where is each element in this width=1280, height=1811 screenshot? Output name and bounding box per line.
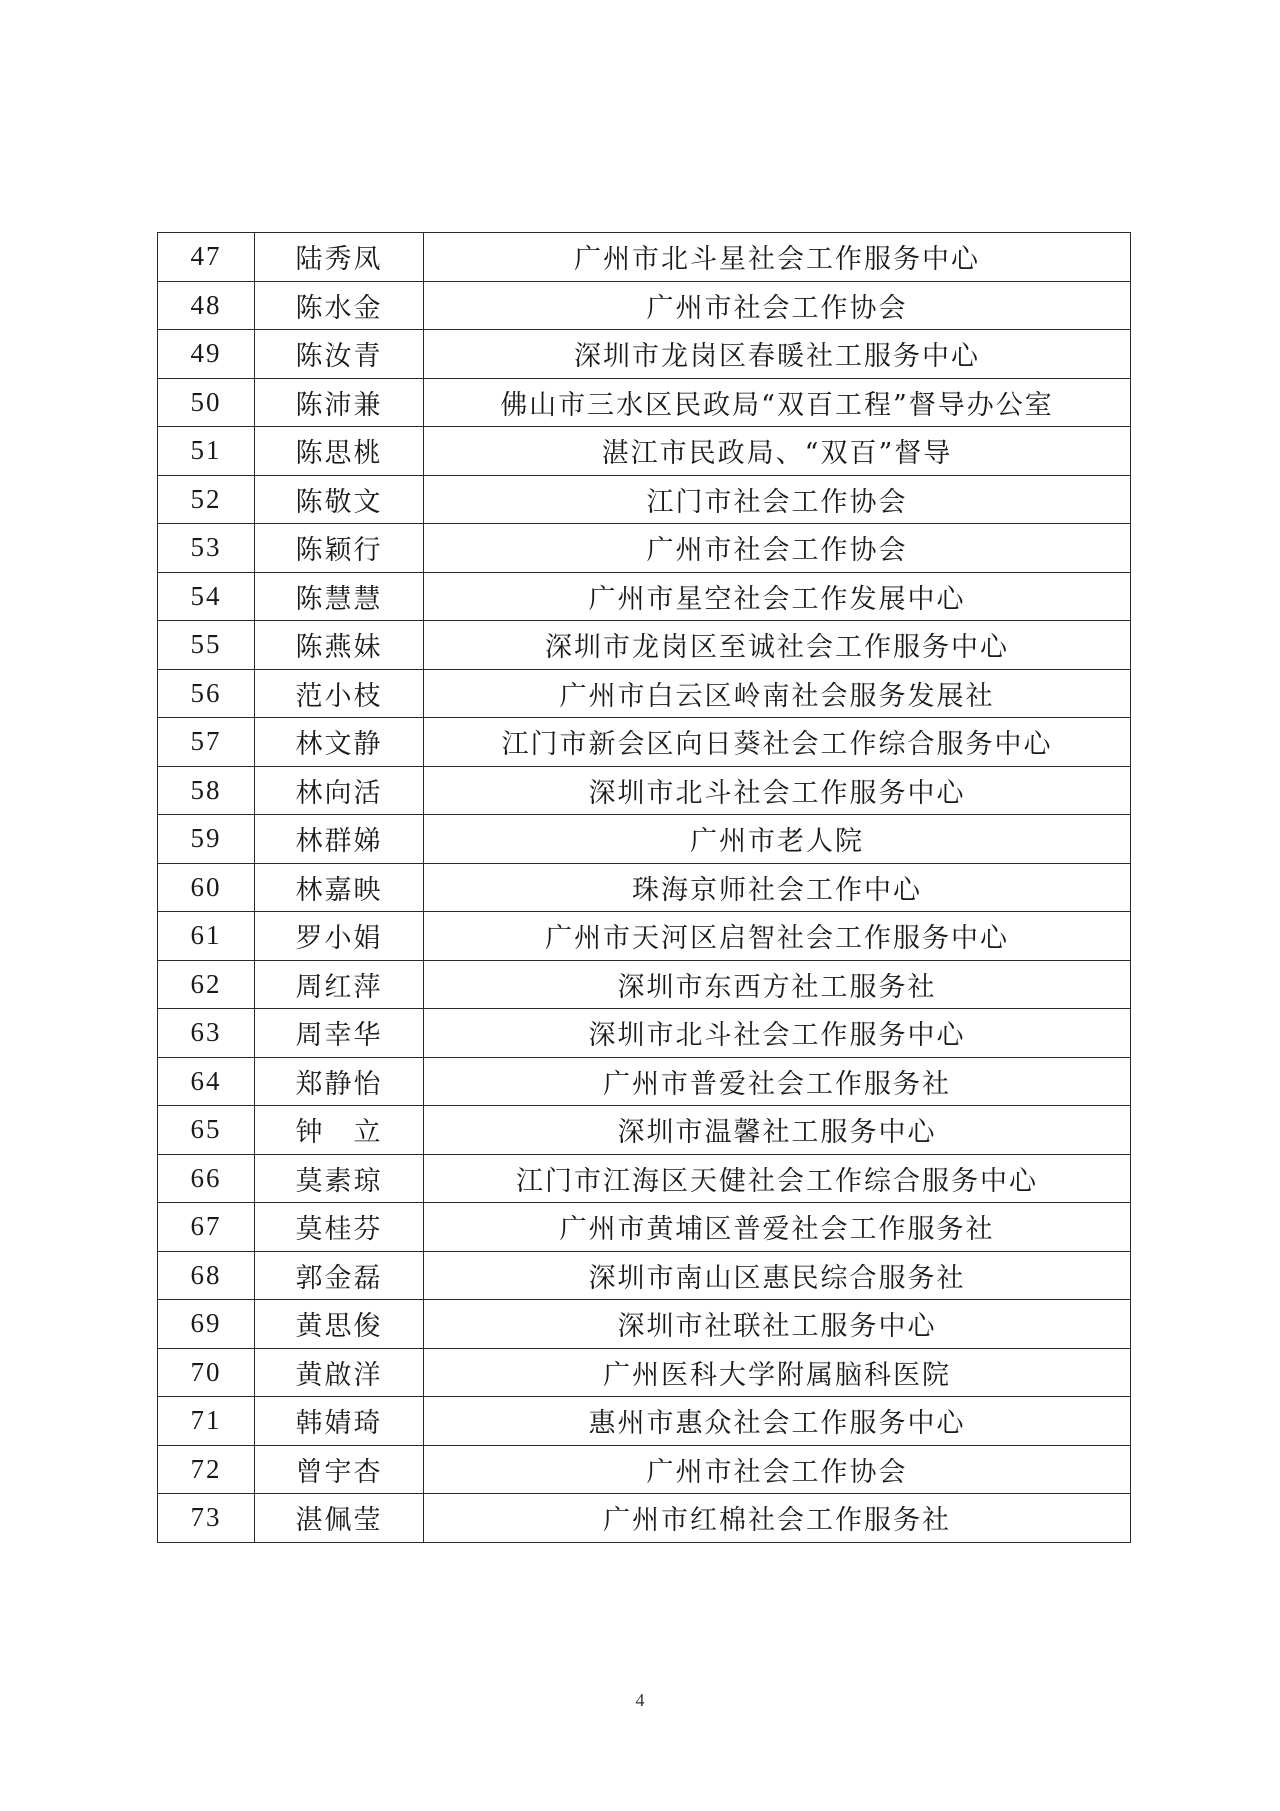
table-row [158,281,1131,330]
table-row [158,766,1131,815]
person-name-cell: 莫素琼 [255,1154,424,1203]
person-name-cell: 陈汝青 [255,330,424,379]
organization-cell: 江门市新会区向日葵社会工作综合服务中心 [424,718,1131,767]
person-name-cell: 林文静 [255,718,424,767]
person-name-cell: 林群娣 [255,815,424,864]
table-row [158,233,1131,282]
table-row [158,1300,1131,1349]
organization-cell: 广州市老人院 [424,815,1131,864]
table-row [158,378,1131,427]
person-name-cell: 罗小娟 [255,912,424,961]
organization-cell: 深圳市北斗社会工作服务中心 [424,766,1131,815]
organization-cell: 广州市社会工作协会 [424,524,1131,573]
organization-cell: 广州医科大学附属脑科医院 [424,1348,1131,1397]
table-row [158,912,1131,961]
row-number-cell: 48 [158,281,255,330]
row-number-cell: 65 [158,1106,255,1155]
person-name-cell: 郭金磊 [255,1251,424,1300]
row-number-cell: 66 [158,1154,255,1203]
table-row [158,475,1131,524]
organization-cell: 广州市北斗星社会工作服务中心 [424,233,1131,282]
row-number-cell: 55 [158,621,255,670]
row-number-cell: 56 [158,669,255,718]
person-name-cell: 陈水金 [255,281,424,330]
row-number-cell: 72 [158,1445,255,1494]
organization-cell: 深圳市社联社工服务中心 [424,1300,1131,1349]
table-row [158,1203,1131,1252]
person-name-cell: 林向活 [255,766,424,815]
row-number-cell: 61 [158,912,255,961]
organization-cell: 广州市天河区启智社会工作服务中心 [424,912,1131,961]
organization-cell: 广州市黄埔区普爱社会工作服务社 [424,1203,1131,1252]
organization-cell: 深圳市温馨社工服务中心 [424,1106,1131,1155]
table-row [158,330,1131,379]
table-row [158,1494,1131,1543]
table-row [158,718,1131,767]
organization-cell: 深圳市北斗社会工作服务中心 [424,1009,1131,1058]
organization-cell: 佛山市三水区民政局“双百工程”督导办公室 [424,378,1131,427]
person-name-cell: 黄啟洋 [255,1348,424,1397]
table-row [158,621,1131,670]
organization-cell: 广州市红棉社会工作服务社 [424,1494,1131,1543]
row-number-cell: 47 [158,233,255,282]
row-number-cell: 59 [158,815,255,864]
table-row [158,427,1131,476]
person-name-cell: 陆秀凤 [255,233,424,282]
organization-cell: 广州市普爱社会工作服务社 [424,1057,1131,1106]
person-name-cell: 郑静怡 [255,1057,424,1106]
person-name-cell: 陈颖行 [255,524,424,573]
row-number-cell: 67 [158,1203,255,1252]
row-number-cell: 50 [158,378,255,427]
table-row [158,1251,1131,1300]
table-row [158,1348,1131,1397]
table-row [158,863,1131,912]
organization-cell: 深圳市东西方社工服务社 [424,960,1131,1009]
row-number-cell: 60 [158,863,255,912]
row-number-cell: 70 [158,1348,255,1397]
row-number-cell: 63 [158,1009,255,1058]
person-name-cell: 陈燕妹 [255,621,424,670]
table-row [158,1009,1131,1058]
organization-cell: 深圳市龙岗区春暖社工服务中心 [424,330,1131,379]
person-name-cell: 钟 立 [255,1106,424,1155]
row-number-cell: 58 [158,766,255,815]
row-number-cell: 62 [158,960,255,1009]
table-row [158,524,1131,573]
table-row [158,1106,1131,1155]
organization-cell: 深圳市南山区惠民综合服务社 [424,1251,1131,1300]
table-row [158,1397,1131,1446]
person-name-cell: 黄思俊 [255,1300,424,1349]
person-name-cell: 林嘉映 [255,863,424,912]
person-name-cell: 陈沛兼 [255,378,424,427]
page-number: 4 [635,1690,645,1710]
table-row [158,1057,1131,1106]
roster-table-body [158,233,1131,1543]
table-row [158,815,1131,864]
person-name-cell: 陈思桃 [255,427,424,476]
row-number-cell: 51 [158,427,255,476]
person-name-cell: 周幸华 [255,1009,424,1058]
table-row [158,572,1131,621]
table-row [158,1154,1131,1203]
organization-cell: 深圳市龙岗区至诚社会工作服务中心 [424,621,1131,670]
person-name-cell: 陈慧慧 [255,572,424,621]
person-name-cell: 范小枝 [255,669,424,718]
row-number-cell: 57 [158,718,255,767]
organization-cell: 湛江市民政局、“双百”督导 [424,427,1131,476]
person-name-cell: 湛佩莹 [255,1494,424,1543]
organization-cell: 珠海京师社会工作中心 [424,863,1131,912]
person-name-cell: 陈敬文 [255,475,424,524]
row-number-cell: 52 [158,475,255,524]
row-number-cell: 64 [158,1057,255,1106]
row-number-cell: 69 [158,1300,255,1349]
row-number-cell: 71 [158,1397,255,1446]
row-number-cell: 54 [158,572,255,621]
row-number-cell: 49 [158,330,255,379]
person-name-cell: 周红萍 [255,960,424,1009]
table-row [158,669,1131,718]
organization-cell: 惠州市惠众社会工作服务中心 [424,1397,1131,1446]
roster-table [157,232,1131,1543]
person-name-cell: 莫桂芬 [255,1203,424,1252]
person-name-cell: 韩婧琦 [255,1397,424,1446]
organization-cell: 广州市白云区岭南社会服务发展社 [424,669,1131,718]
row-number-cell: 73 [158,1494,255,1543]
person-name-cell: 曾宇杏 [255,1445,424,1494]
organization-cell: 广州市星空社会工作发展中心 [424,572,1131,621]
organization-cell: 广州市社会工作协会 [424,1445,1131,1494]
organization-cell: 江门市社会工作协会 [424,475,1131,524]
organization-cell: 广州市社会工作协会 [424,281,1131,330]
table-row [158,960,1131,1009]
organization-cell: 江门市江海区天健社会工作综合服务中心 [424,1154,1131,1203]
row-number-cell: 68 [158,1251,255,1300]
table-row [158,1445,1131,1494]
row-number-cell: 53 [158,524,255,573]
